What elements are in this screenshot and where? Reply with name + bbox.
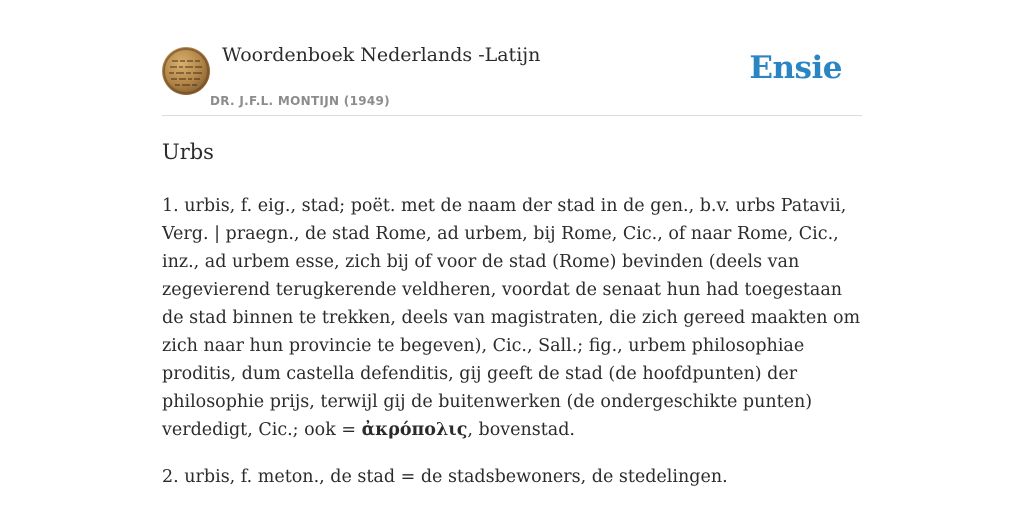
entry-body xyxy=(162,192,862,510)
brand-logo-link[interactable]: Ensie xyxy=(749,50,842,86)
definition-1-tail: , bovenstad. xyxy=(467,420,575,440)
header xyxy=(162,0,862,116)
greek-term: ἀκρόπολις xyxy=(361,420,468,440)
book-title[interactable]: Woordenboek Nederlands -Latijn xyxy=(222,44,541,66)
definition-2: 2. urbis, f. meton., de stad = de stadsbewoners, de stedelingen. xyxy=(162,467,728,487)
coin-inscription-icon[interactable] xyxy=(162,47,210,95)
book-author: DR. J.F.L. MONTIJN (1949) xyxy=(210,94,390,108)
definition-1 xyxy=(162,192,862,444)
entry-headword: Urbs xyxy=(162,140,214,164)
page xyxy=(162,0,862,487)
definition-1-text: 1. urbis, f. eig., stad; poët. met de naam der stad in de gen., b.v. urbs Patavii, Verg. | praegn., de stad Rome, ad urbem, bij Rome, Cic., of naar Rome, Cic., inz., ad urbem esse, zich bij of voor de stad (Rome) bevinden (deels van zegevierend terugkerende veldheren, voordat de senaat hun had toegestaan de stad binnen te trekken, deels van magistraten, die zich gereed maakten om zich naar hun provincie te begeven), Cic., Sall.; fig., urbem philosophiae proditis, dum castella defenditis, gij geeft de stad (de hoofdpunten) der philosophie prijs, terwijl gij de buitenwerken (de ondergeschikte punten) verdedigt, Cic.; ook = xyxy=(162,196,861,440)
